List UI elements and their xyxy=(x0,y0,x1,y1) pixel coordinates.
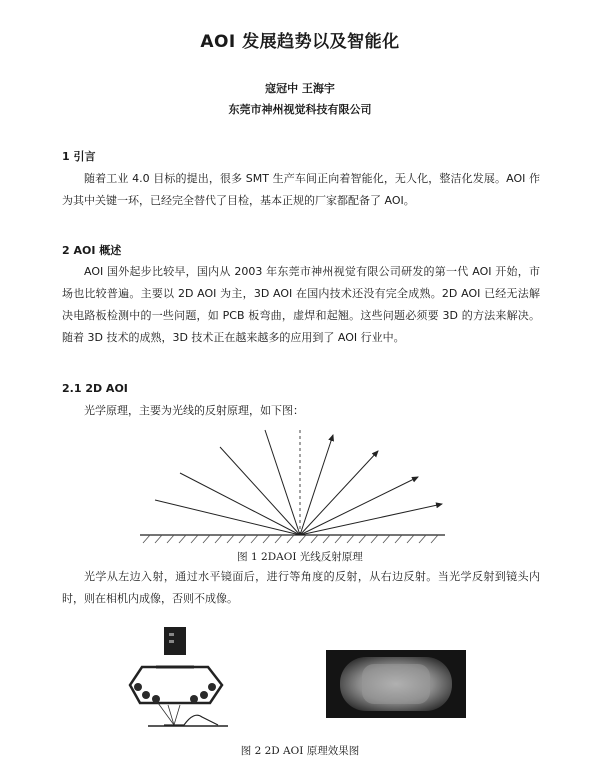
section-intro-text xyxy=(62,168,540,212)
section-2d-aoi-text1 xyxy=(62,400,540,422)
paper-title: AOI 发展趋势以及智能化 xyxy=(200,32,400,52)
section-heading-intro: 1 引言 xyxy=(62,150,96,163)
section-overview-text xyxy=(62,261,540,349)
paragraph: AOI 国外起步比较早，国内从 2003 年东莞市神州视觉有限公司研发的第一代 AOI 开始，市场也比较普遍。主要以 2D AOI 为主，3D AOI 在国内技术还没有完全成熟。2D AOI 已经无法解决电路板检测中的一些问题，如 PCB 板弯曲，虚焊和起翘。这些问题必须要 3D 的方法来解决。随着 3D 技术的成熟，3D 技术正在越来越多的应用到了 AOI 行业中。 xyxy=(62,265,541,344)
figure-1-caption: 图 1 2DAOI 光线反射原理 xyxy=(237,551,363,563)
section-2d-aoi-text2 xyxy=(62,566,540,610)
paragraph: 光学从左边入射，通过水平镜面后，进行等角度的反射，从右边反射。当光学反射到镜头内时，则在相机内成像，否则不成像。 xyxy=(62,570,540,605)
figure-2-caption: 图 2 2D AOI 原理效果图 xyxy=(240,745,360,757)
affiliation: 东莞市神州视觉科技有限公司 xyxy=(228,103,372,116)
figure-2-camera-schematic xyxy=(128,625,238,730)
section-heading-2d-aoi: 2.1 2D AOI xyxy=(62,382,128,395)
authors: 寇冠中 王海宇 xyxy=(265,82,335,95)
paragraph: 随着工业 4.0 目标的提出，很多 SMT 生产车间正向着智能化，无人化，整洁化发展。AOI 作为其中关键一环，已经完全替代了目检，基本正规的厂家都配备了 AOI。 xyxy=(62,172,540,207)
section-heading-overview: 2 AOI 概述 xyxy=(62,244,122,257)
figure-1-reflection-diagram xyxy=(140,425,460,545)
figure-2-image-result xyxy=(326,650,466,718)
paragraph: 光学原理，主要为光线的反射原理，如下图： xyxy=(84,404,304,417)
